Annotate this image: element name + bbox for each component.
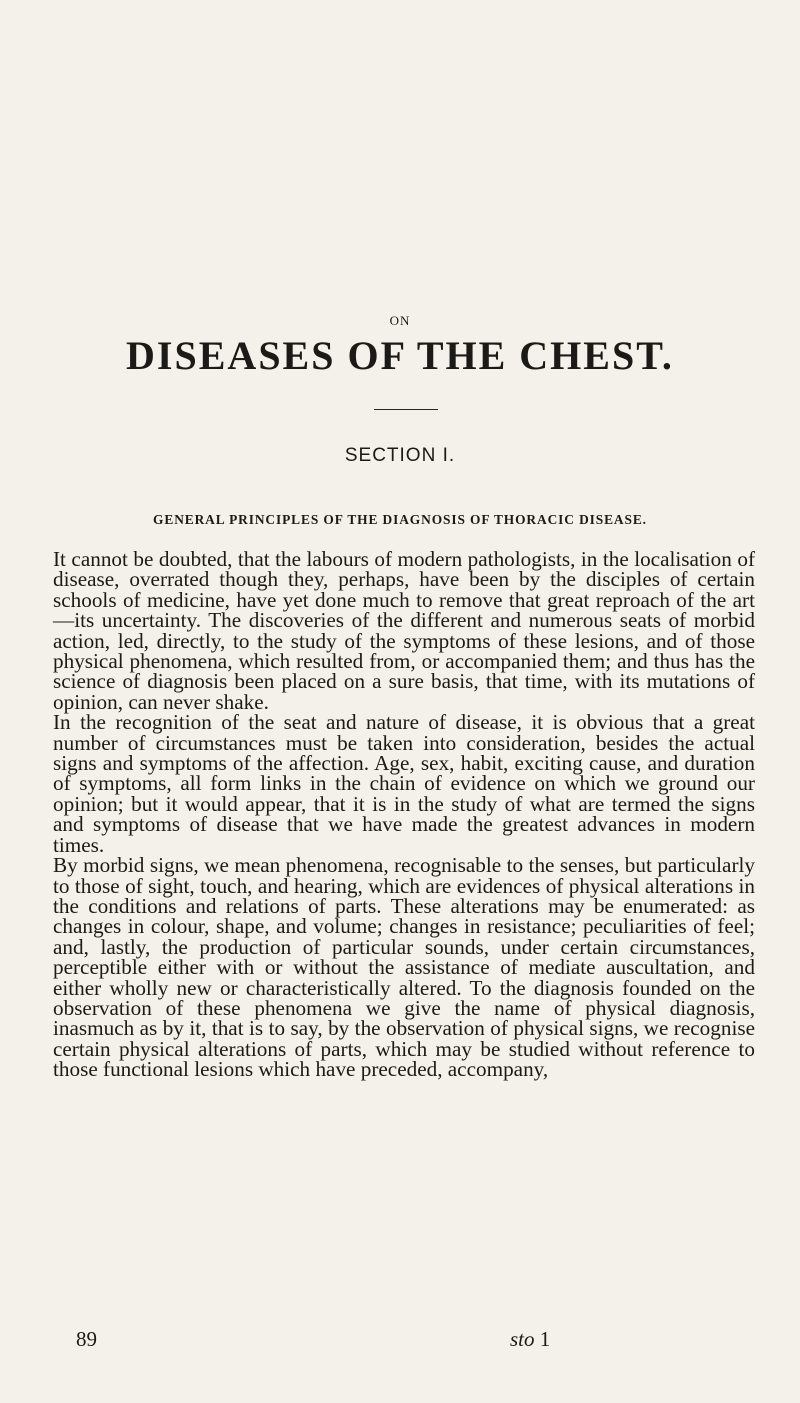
signature-label: sto: [510, 1327, 535, 1351]
page-title: DISEASES OF THE CHEST.: [126, 333, 674, 378]
page-number: 89: [76, 1327, 97, 1351]
paragraph-2: In the recognition of the seat and nature of disease, it is obvious that a great number of circumstances must be taken into consideration, besides the actual signs and symptoms of the affection. Age, sex, habit, exciting cause, and duration of symptoms, all form links in the chain of evidence on which we ground our opinion; but it would appear, that it is in the study of what are termed the signs and symptoms of disease that we have made the greatest advances in modern times.: [53, 710, 755, 857]
paragraph-1: It cannot be doubted, that the labours of modern pathologists, in the localisation of disease, overrated though they, perhaps, have been by the disciples of certain schools of medicine, have yet done much to remove that great reproach of the art—its uncertainty. The discoveries of the different and numerous seats of morbid action, led, directly, to the study of the symptoms of these lesions, and of those physical phenomena, which resulted from, or accompanied them; and thus has the science of diagnosis been placed on a sure basis, that time, with its mutations of opinion, can never shake.: [53, 547, 755, 714]
signature-mark: [510, 1327, 550, 1352]
body-text: [53, 549, 755, 1080]
title-divider: [374, 409, 438, 410]
paragraph-3: By morbid signs, we mean phenomena, recognisable to the senses, but particularly to those of sight, touch, and hearing, which are evidences of physical alterations in the conditions and relations of parts. These alterations may be enumerated: as changes in colour, shape, and volume; changes in resistance; peculiarities of feel; and, lastly, the production of particular sounds, under certain circumstances, perceptible either with or without the assistance of mediate auscultation, and either wholly new or characteristically altered. To the diagnosis founded on the observation of these phenomena we give the name of physical diagnosis, inasmuch as by it, that is to say, by the observation of physical signs, we recognise certain physical alterations of parts, which may be studied without reference to those functional lesions which have preceded, accompany,: [53, 853, 755, 1082]
section-heading: SECTION I.: [344, 445, 456, 466]
section-subheading: GENERAL PRINCIPLES OF THE DIAGNOSIS OF THORACIC DISEASE.: [153, 512, 647, 527]
title-overline: ON: [389, 313, 411, 328]
signature-number: 1: [539, 1327, 551, 1351]
